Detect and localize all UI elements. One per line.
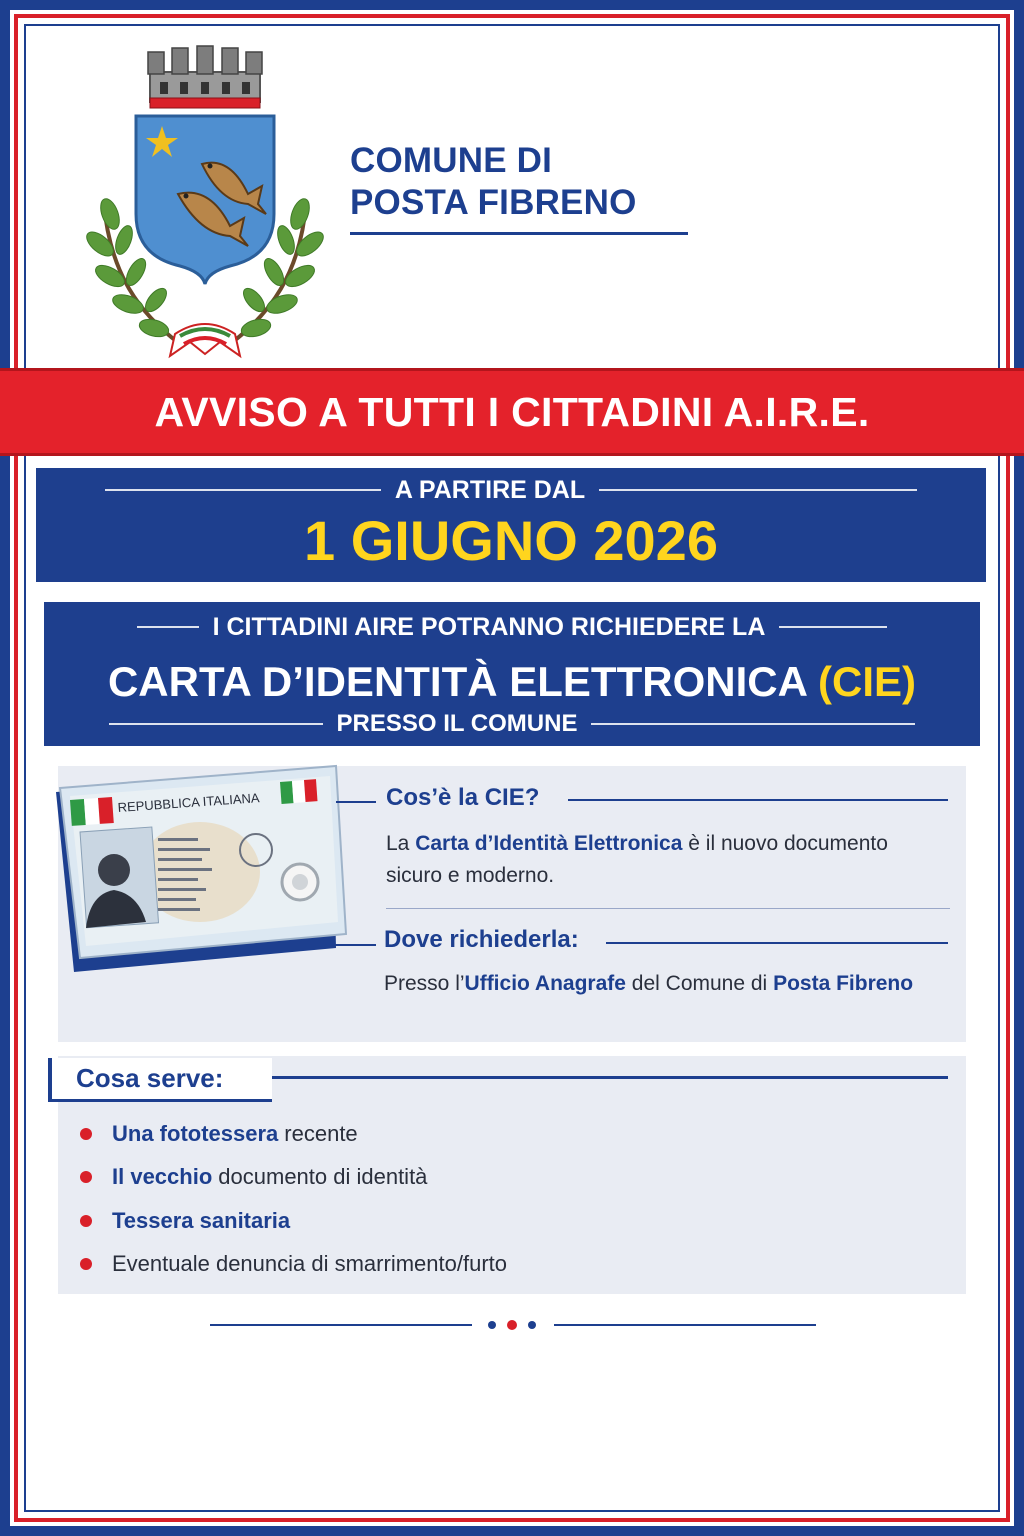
- notice-banner: [0, 368, 1024, 456]
- section-separator: [386, 908, 950, 909]
- where-title: Dove richiederla:: [384, 926, 579, 953]
- bullet-icon: [80, 1258, 92, 1270]
- divider-line: [599, 489, 917, 491]
- title-line-1: COMUNE DI: [350, 141, 553, 180]
- divider-line: [137, 626, 199, 628]
- office-bold: Ufficio Anagrafe: [464, 972, 626, 995]
- divider-line: [105, 489, 381, 491]
- connector-line: [336, 801, 376, 803]
- cie-intro-row: [44, 610, 980, 644]
- cie-abbr: (CIE): [818, 658, 917, 705]
- title-rule: [606, 942, 948, 944]
- list-item: Una fototessera recente: [80, 1112, 940, 1156]
- title-line-2: POSTA FIBRENO: [350, 183, 637, 222]
- cie-title-text: CARTA D’IDENTITÀ ELETTRONICA: [107, 658, 807, 705]
- cie-title: [44, 654, 980, 710]
- footer-ornament: [210, 1316, 816, 1334]
- start-date: 1 GIUGNO 2026: [304, 509, 718, 572]
- requirements-title: Cosa serve:: [76, 1063, 224, 1093]
- divider-line: [591, 723, 915, 725]
- date-from-label: A PARTIRE DAL: [394, 475, 586, 504]
- bullet-icon: [80, 1171, 92, 1183]
- id-card-icon: [50, 762, 350, 972]
- divider-line: [779, 626, 887, 628]
- list-item: Il vecchio documento di identità: [80, 1156, 940, 1200]
- bullet-icon: [80, 1215, 92, 1227]
- requirements-tab: [48, 1058, 272, 1102]
- date-box: [36, 468, 986, 582]
- connector-line: [332, 944, 376, 946]
- date-from-row: [36, 472, 986, 508]
- municipality-title: [350, 140, 637, 224]
- coat-of-arms-icon: [80, 44, 330, 360]
- town-bold: Posta Fibreno: [773, 972, 914, 995]
- cie-place: PRESSO IL COMUNE: [336, 710, 578, 737]
- what-is-cie-title: Cos’è la CIE?: [386, 784, 540, 811]
- requirements-list: [80, 1112, 940, 1286]
- card-header-text: REPUBBLICA ITALIANA: [117, 790, 260, 815]
- title-rule: [568, 799, 948, 801]
- list-item: Tessera sanitaria: [80, 1199, 940, 1243]
- cie-box: [44, 602, 980, 746]
- divider-line: [109, 723, 323, 725]
- list-item: Eventuale denuncia di smarrimento/furto: [80, 1243, 940, 1287]
- where-text: Presso l’Ufficio Anagrafe del Comune di Posta Fibreno: [384, 972, 914, 995]
- what-is-cie-text: La Carta d’Identità Elettronica è il nuovo documento sicuro e moderno.: [386, 832, 888, 887]
- title-underline: [350, 232, 688, 235]
- cie-place-row: [44, 708, 980, 740]
- cie-intro: I CITTADINI AIRE POTRANNO RICHIEDERE LA: [212, 612, 766, 641]
- cie-name-bold: Carta d’Identità Elettronica: [415, 832, 683, 855]
- bullet-icon: [80, 1128, 92, 1140]
- requirements-rule: [272, 1076, 948, 1079]
- notice-banner-text: AVVISO A TUTTI I CITTADINI A.I.R.E.: [154, 388, 870, 435]
